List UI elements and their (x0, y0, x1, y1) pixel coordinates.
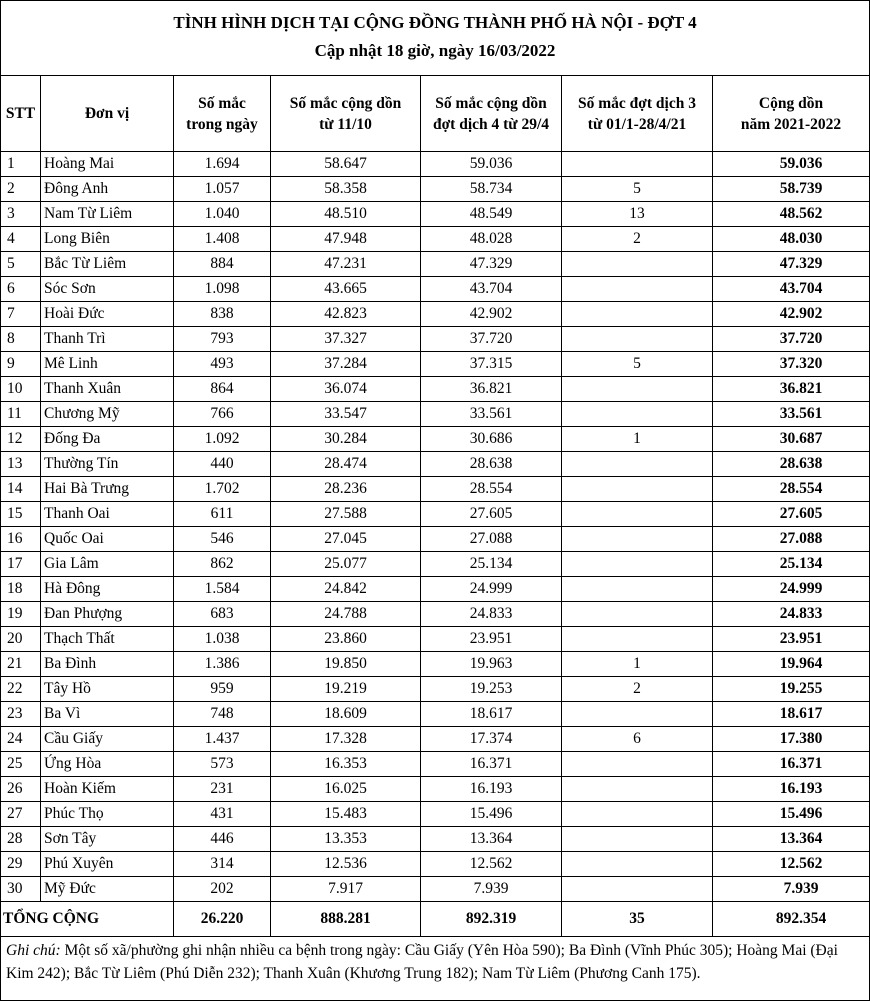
cell-total: 48.562 (713, 202, 870, 227)
cell-total: 37.320 (713, 352, 870, 377)
cell-wave3 (562, 577, 713, 602)
cell-wave3: 1 (562, 427, 713, 452)
cell-stt: 22 (1, 677, 41, 702)
table-row (1, 652, 870, 677)
table-row (1, 727, 870, 752)
column-header-daily: Số mắc trong ngày (174, 76, 271, 152)
table-row (1, 252, 870, 277)
cell-wave3: 2 (562, 677, 713, 702)
footnote-text: Một số xã/phường ghi nhận nhiều ca bệnh trong ngày: Cầu Giấy (Yên Hòa 590); Ba Đình (Vĩnh Phúc 305); Hoàng Mai (Đại Kim 242); Bắc Từ Liêm (Phú Diễn 232); Thanh Xuân (Khương Trung 182); Nam Từ Liêm (Phương Canh 175). (6, 942, 838, 982)
cell-daily: 1.040 (174, 202, 271, 227)
cell-since-oct: 28.236 (271, 477, 421, 502)
cell-daily: 1.584 (174, 577, 271, 602)
cell-since-oct: 28.474 (271, 452, 421, 477)
cell-unit: Tây Hồ (41, 677, 174, 702)
cell-stt: 20 (1, 627, 41, 652)
cell-total: 19.255 (713, 677, 870, 702)
cell-daily: 864 (174, 377, 271, 402)
cell-daily: 683 (174, 602, 271, 627)
cell-wave3 (562, 702, 713, 727)
cell-total: 24.999 (713, 577, 870, 602)
cell-wave4: 48.028 (421, 227, 562, 252)
cell-wave4: 28.638 (421, 452, 562, 477)
cell-stt: 6 (1, 277, 41, 302)
cell-stt: 9 (1, 352, 41, 377)
cell-stt: 5 (1, 252, 41, 277)
cases-table (0, 75, 870, 937)
cell-since-oct: 58.358 (271, 177, 421, 202)
cell-daily: 748 (174, 702, 271, 727)
cell-daily: 314 (174, 852, 271, 877)
cell-wave4: 24.833 (421, 602, 562, 627)
cell-wave4: 18.617 (421, 702, 562, 727)
table-row (1, 527, 870, 552)
cell-wave4: 30.686 (421, 427, 562, 452)
table-row (1, 627, 870, 652)
cell-unit: Thanh Trì (41, 327, 174, 352)
table-body (1, 152, 870, 902)
cell-wave3 (562, 252, 713, 277)
table-row (1, 377, 870, 402)
cell-stt: 16 (1, 527, 41, 552)
cell-wave3: 5 (562, 352, 713, 377)
cell-total: 33.561 (713, 402, 870, 427)
cell-since-oct: 13.353 (271, 827, 421, 852)
cell-unit: Đông Anh (41, 177, 174, 202)
cell-stt: 23 (1, 702, 41, 727)
cell-wave4: 13.364 (421, 827, 562, 852)
cell-stt: 4 (1, 227, 41, 252)
cell-stt: 24 (1, 727, 41, 752)
cell-wave4: 28.554 (421, 477, 562, 502)
cell-stt: 29 (1, 852, 41, 877)
cell-daily: 793 (174, 327, 271, 352)
table-row (1, 327, 870, 352)
cell-wave4: 59.036 (421, 152, 562, 177)
cell-total: 15.496 (713, 802, 870, 827)
cell-daily: 231 (174, 777, 271, 802)
cell-unit: Mê Linh (41, 352, 174, 377)
cell-wave4: 36.821 (421, 377, 562, 402)
cell-total: 36.821 (713, 377, 870, 402)
cell-total: 25.134 (713, 552, 870, 577)
cell-daily: 1.038 (174, 627, 271, 652)
cell-daily: 959 (174, 677, 271, 702)
cell-total: 24.833 (713, 602, 870, 627)
cell-since-oct: 12.536 (271, 852, 421, 877)
cell-wave3 (562, 827, 713, 852)
report-subtitle: Cập nhật 18 giờ, ngày 16/03/2022 (314, 41, 556, 60)
cell-unit: Mỹ Đức (41, 877, 174, 902)
cell-wave3 (562, 452, 713, 477)
cell-total: 19.964 (713, 652, 870, 677)
cell-stt: 18 (1, 577, 41, 602)
cell-since-oct: 47.231 (271, 252, 421, 277)
cell-unit: Thường Tín (41, 452, 174, 477)
cell-daily: 493 (174, 352, 271, 377)
cell-since-oct: 37.327 (271, 327, 421, 352)
column-header-total: Cộng dồn năm 2021-2022 (713, 76, 870, 152)
cell-unit: Phúc Thọ (41, 802, 174, 827)
footnote (6, 939, 864, 985)
cell-wave3 (562, 327, 713, 352)
cell-since-oct: 27.588 (271, 502, 421, 527)
cell-stt: 7 (1, 302, 41, 327)
cell-stt: 27 (1, 802, 41, 827)
cell-unit: Ba Vì (41, 702, 174, 727)
cell-total: 37.720 (713, 327, 870, 352)
cell-stt: 10 (1, 377, 41, 402)
table-row (1, 302, 870, 327)
footnote-label: Ghi chú: (6, 942, 61, 959)
table-row (1, 277, 870, 302)
table-row (1, 477, 870, 502)
table-row (1, 827, 870, 852)
cell-unit: Thanh Oai (41, 502, 174, 527)
table-header-row (1, 76, 870, 152)
total-daily: 26.220 (174, 902, 271, 937)
cell-daily: 1.098 (174, 277, 271, 302)
cell-daily: 446 (174, 827, 271, 852)
cell-stt: 17 (1, 552, 41, 577)
table-row (1, 852, 870, 877)
cell-stt: 19 (1, 602, 41, 627)
cell-stt: 3 (1, 202, 41, 227)
cell-unit: Chương Mỹ (41, 402, 174, 427)
cell-stt: 11 (1, 402, 41, 427)
cell-unit: Gia Lâm (41, 552, 174, 577)
cell-since-oct: 37.284 (271, 352, 421, 377)
cell-wave3 (562, 802, 713, 827)
cell-wave4: 7.939 (421, 877, 562, 902)
cell-unit: Cầu Giấy (41, 727, 174, 752)
cell-total: 12.562 (713, 852, 870, 877)
column-header-wave4: Số mắc cộng dồn đợt dịch 4 từ 29/4 (421, 76, 562, 152)
cell-daily: 1.408 (174, 227, 271, 252)
cell-since-oct: 30.284 (271, 427, 421, 452)
table-row (1, 452, 870, 477)
cell-unit: Hoài Đức (41, 302, 174, 327)
cell-wave3 (562, 377, 713, 402)
table-row (1, 152, 870, 177)
cell-since-oct: 24.842 (271, 577, 421, 602)
cell-since-oct: 47.948 (271, 227, 421, 252)
cell-since-oct: 23.860 (271, 627, 421, 652)
cell-since-oct: 33.547 (271, 402, 421, 427)
total-wave4: 892.319 (421, 902, 562, 937)
table-row (1, 202, 870, 227)
cell-daily: 1.386 (174, 652, 271, 677)
cell-wave4: 24.999 (421, 577, 562, 602)
cell-daily: 202 (174, 877, 271, 902)
cell-daily: 440 (174, 452, 271, 477)
column-header-since-oct: Số mắc cộng dồn từ 11/10 (271, 76, 421, 152)
cell-total: 30.687 (713, 427, 870, 452)
cell-wave4: 43.704 (421, 277, 562, 302)
cell-daily: 884 (174, 252, 271, 277)
cell-wave3: 1 (562, 652, 713, 677)
table-row (1, 577, 870, 602)
cell-total: 7.939 (713, 877, 870, 902)
cell-wave4: 16.371 (421, 752, 562, 777)
column-header-wave3: Số mắc đợt dịch 3 từ 01/1-28/4/21 (562, 76, 713, 152)
cell-stt: 25 (1, 752, 41, 777)
table-row (1, 752, 870, 777)
cell-since-oct: 19.850 (271, 652, 421, 677)
cell-total: 47.329 (713, 252, 870, 277)
cell-daily: 546 (174, 527, 271, 552)
cell-since-oct: 17.328 (271, 727, 421, 752)
cell-wave3 (562, 552, 713, 577)
cell-wave4: 17.374 (421, 727, 562, 752)
cell-stt: 28 (1, 827, 41, 852)
cell-total: 48.030 (713, 227, 870, 252)
cell-wave4: 42.902 (421, 302, 562, 327)
cell-stt: 8 (1, 327, 41, 352)
cell-total: 59.036 (713, 152, 870, 177)
cell-wave3: 5 (562, 177, 713, 202)
table-row (1, 777, 870, 802)
cell-total: 16.193 (713, 777, 870, 802)
cell-total: 27.088 (713, 527, 870, 552)
table-row (1, 227, 870, 252)
cell-total: 58.739 (713, 177, 870, 202)
cell-wave4: 15.496 (421, 802, 562, 827)
cell-unit: Ứng Hòa (41, 752, 174, 777)
cell-daily: 431 (174, 802, 271, 827)
cell-daily: 611 (174, 502, 271, 527)
cell-unit: Sóc Sơn (41, 277, 174, 302)
cell-total: 28.554 (713, 477, 870, 502)
cell-unit: Đan Phượng (41, 602, 174, 627)
cell-wave3 (562, 752, 713, 777)
cell-wave3 (562, 527, 713, 552)
cell-wave3 (562, 402, 713, 427)
cell-since-oct: 18.609 (271, 702, 421, 727)
cell-total: 16.371 (713, 752, 870, 777)
cell-total: 27.605 (713, 502, 870, 527)
cell-wave3 (562, 152, 713, 177)
cell-wave3: 6 (562, 727, 713, 752)
cell-since-oct: 58.647 (271, 152, 421, 177)
cell-unit: Thạch Thất (41, 627, 174, 652)
cell-stt: 30 (1, 877, 41, 902)
cell-unit: Hoàn Kiếm (41, 777, 174, 802)
cell-stt: 13 (1, 452, 41, 477)
cell-unit: Hoàng Mai (41, 152, 174, 177)
cell-wave4: 27.088 (421, 527, 562, 552)
cell-unit: Hà Đông (41, 577, 174, 602)
cell-daily: 1.702 (174, 477, 271, 502)
cell-wave4: 25.134 (421, 552, 562, 577)
table-row (1, 427, 870, 452)
cell-wave3 (562, 877, 713, 902)
cell-since-oct: 27.045 (271, 527, 421, 552)
total-label: TỔNG CỘNG (1, 902, 174, 937)
cell-wave3 (562, 627, 713, 652)
cell-total: 28.638 (713, 452, 870, 477)
cell-stt: 26 (1, 777, 41, 802)
total-cumulative: 892.354 (713, 902, 870, 937)
cell-daily: 862 (174, 552, 271, 577)
cell-stt: 21 (1, 652, 41, 677)
table-row (1, 177, 870, 202)
cell-since-oct: 15.483 (271, 802, 421, 827)
cell-since-oct: 25.077 (271, 552, 421, 577)
cell-wave3 (562, 477, 713, 502)
column-header-unit: Đơn vị (41, 76, 174, 152)
cell-wave4: 37.315 (421, 352, 562, 377)
cell-total: 23.951 (713, 627, 870, 652)
cell-wave4: 58.734 (421, 177, 562, 202)
cell-daily: 1.057 (174, 177, 271, 202)
cell-since-oct: 36.074 (271, 377, 421, 402)
cell-total: 42.902 (713, 302, 870, 327)
table-row (1, 802, 870, 827)
cell-unit: Nam Từ Liêm (41, 202, 174, 227)
cell-unit: Long Biên (41, 227, 174, 252)
cell-wave4: 48.549 (421, 202, 562, 227)
cell-total: 43.704 (713, 277, 870, 302)
cell-wave3: 13 (562, 202, 713, 227)
cell-wave4: 37.720 (421, 327, 562, 352)
table-row (1, 877, 870, 902)
cell-unit: Sơn Tây (41, 827, 174, 852)
cell-daily: 766 (174, 402, 271, 427)
total-wave3: 35 (562, 902, 713, 937)
cell-stt: 15 (1, 502, 41, 527)
cell-wave4: 27.605 (421, 502, 562, 527)
cell-wave3 (562, 777, 713, 802)
cell-daily: 1.694 (174, 152, 271, 177)
cell-total: 13.364 (713, 827, 870, 852)
cell-wave4: 33.561 (421, 402, 562, 427)
cell-wave3 (562, 602, 713, 627)
column-header-stt: STT (1, 76, 41, 152)
cell-stt: 1 (1, 152, 41, 177)
cell-wave3: 2 (562, 227, 713, 252)
cell-stt: 14 (1, 477, 41, 502)
cell-since-oct: 16.353 (271, 752, 421, 777)
cell-wave4: 19.963 (421, 652, 562, 677)
cell-since-oct: 24.788 (271, 602, 421, 627)
cell-unit: Bắc Từ Liêm (41, 252, 174, 277)
cell-since-oct: 48.510 (271, 202, 421, 227)
cell-daily: 1.437 (174, 727, 271, 752)
cell-wave3 (562, 277, 713, 302)
cell-unit: Ba Đình (41, 652, 174, 677)
table-row (1, 352, 870, 377)
cell-total: 18.617 (713, 702, 870, 727)
cell-unit: Đống Đa (41, 427, 174, 452)
table-row (1, 677, 870, 702)
report-title: TÌNH HÌNH DỊCH TẠI CỘNG ĐỒNG THÀNH PHỐ HÀ NỘI - ĐỢT 4 (173, 13, 697, 32)
cell-since-oct: 42.823 (271, 302, 421, 327)
cell-daily: 1.092 (174, 427, 271, 452)
cell-wave3 (562, 302, 713, 327)
cell-unit: Thanh Xuân (41, 377, 174, 402)
total-row (1, 902, 870, 937)
cell-wave4: 47.329 (421, 252, 562, 277)
total-since-oct: 888.281 (271, 902, 421, 937)
cell-since-oct: 19.219 (271, 677, 421, 702)
table-row (1, 602, 870, 627)
cell-total: 17.380 (713, 727, 870, 752)
table-row (1, 702, 870, 727)
cell-daily: 838 (174, 302, 271, 327)
cell-since-oct: 43.665 (271, 277, 421, 302)
cell-wave4: 23.951 (421, 627, 562, 652)
cell-wave4: 19.253 (421, 677, 562, 702)
table-row (1, 502, 870, 527)
cell-wave4: 12.562 (421, 852, 562, 877)
report-header (1, 1, 869, 76)
cell-wave4: 16.193 (421, 777, 562, 802)
cell-stt: 12 (1, 427, 41, 452)
cell-unit: Phú Xuyên (41, 852, 174, 877)
table-row (1, 552, 870, 577)
cell-daily: 573 (174, 752, 271, 777)
cell-unit: Hai Bà Trưng (41, 477, 174, 502)
cell-since-oct: 16.025 (271, 777, 421, 802)
cell-wave3 (562, 502, 713, 527)
cell-unit: Quốc Oai (41, 527, 174, 552)
cell-stt: 2 (1, 177, 41, 202)
table-row (1, 402, 870, 427)
cell-since-oct: 7.917 (271, 877, 421, 902)
cell-wave3 (562, 852, 713, 877)
